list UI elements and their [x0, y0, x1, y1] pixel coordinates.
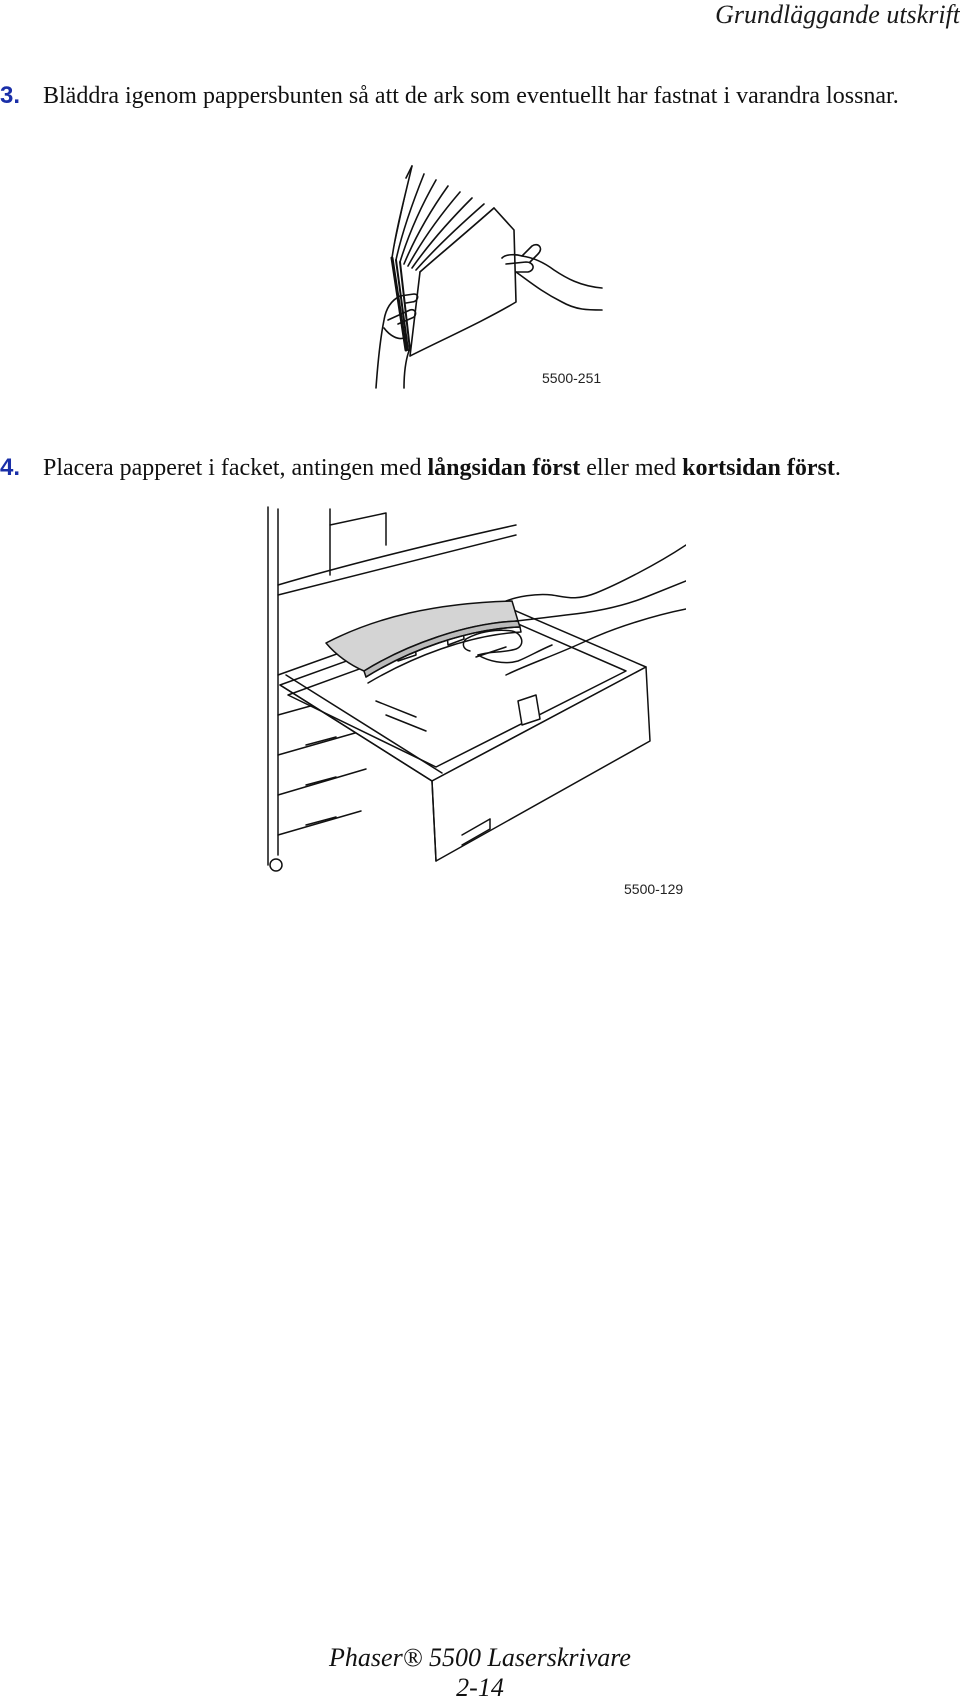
fanning-paper-illustration — [366, 160, 616, 392]
step-number: 4. — [0, 454, 21, 481]
figure-code: 5500-129 — [624, 881, 684, 897]
step-text: eller med — [580, 455, 683, 481]
step-3 — [0, 82, 899, 110]
step-emphasis: långsidan först — [427, 455, 581, 481]
step-text: Bläddra igenom pappersbunten så att de ark som eventuellt har fastnat i varandra lossnar. — [43, 83, 899, 109]
paper-tray-illustration — [266, 505, 686, 875]
figure-code: 5500-251 — [542, 370, 602, 386]
step-emphasis: kortsidan först — [682, 455, 835, 481]
page-number: 2-14 — [456, 1673, 504, 1702]
step-text: . — [834, 455, 841, 481]
footer-product: Phaser® 5500 Laserskrivare — [329, 1643, 631, 1672]
step-text: Placera papperet i facket, antingen med — [43, 455, 428, 481]
step-number: 3. — [0, 82, 21, 109]
running-header: Grundläggande utskrift — [715, 0, 960, 29]
step-4 — [0, 454, 841, 482]
